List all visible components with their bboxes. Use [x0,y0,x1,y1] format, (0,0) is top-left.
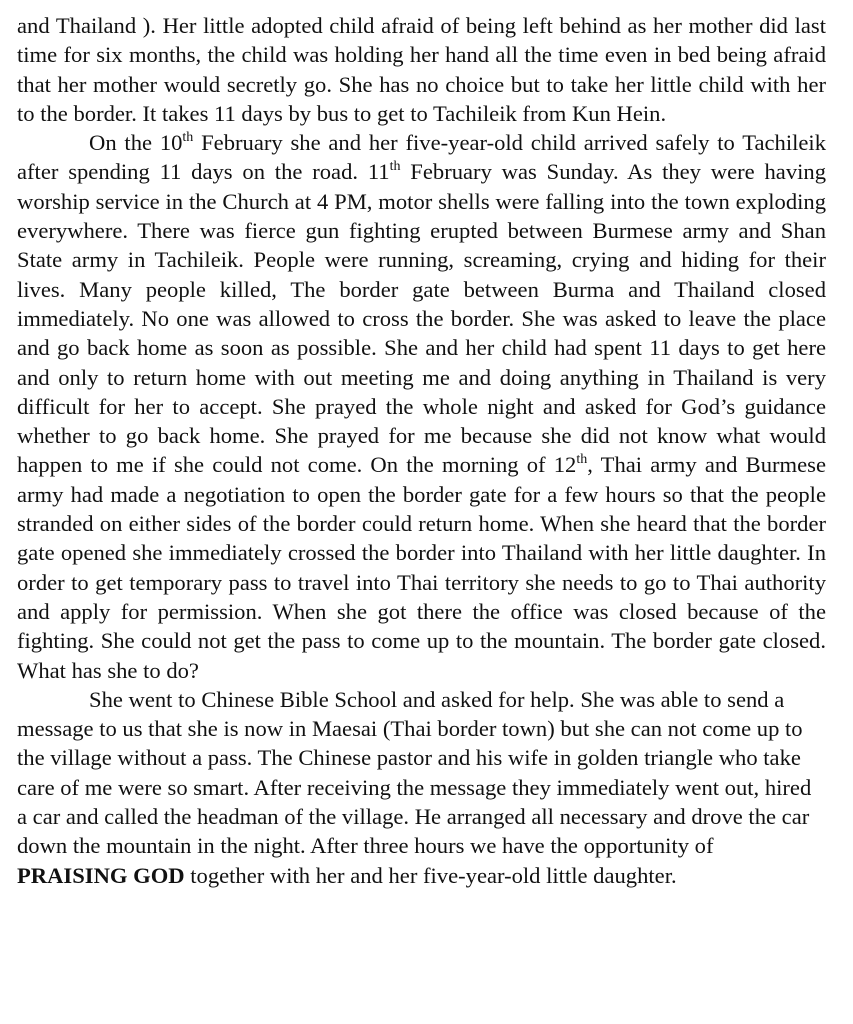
paragraph-2-text-a: On the 10 [89,130,183,156]
ordinal-suffix: th [576,452,588,468]
paragraph-3 [17,685,826,890]
paragraph-2-text-c: February was Sunday. As they were having worship service in the Church at 4 PM, motor shells were falling into the town exploding everywhere. There was fierce gun fighting erupted between Burmese army and Shan State army in Tachileik. People were running, screaming, crying and hiding for their lives. Many people killed, The border gate between Burma and Thailand closed immediately. No one was allowed to cross the border. She was asked to leave the place and go back home as soon as possible. She and her child had spent 11 days to get here and only to return home with out meeting me and doing anything in Thailand is very difficult for her to accept. She prayed the whole night and asked for God’s guidance whether to go back home. She prayed for me because she did not know what would happen to me if she could not come. On the morning of 12 [17,159,826,478]
paragraph-2-text-d: , Thai army and Burmese army had made a negotiation to open the border gate for a few hours so that the people stranded on either sides of the border could return home. When she heard that the border gate opened she immediately crossed the border into Thailand with her little daughter. In order to get temporary pass to travel into Thai territory she needs to go to Thai authority and apply for permission. When she got there the office was closed because of the fighting. She could not get the pass to come up to the mountain. The border gate closed. What has she to do? [17,452,826,683]
paragraph-1-text: and Thailand ). Her little adopted child afraid of being left behind as her mother did last time for six months, the child was holding her hand all the time even in bed being afraid that her mother would secretly go. She has no choice but to take her little child with her to the border. It takes 11 days by bus to get to Tachileik from Kun Hein. [17,13,826,126]
document-page [17,11,826,890]
paragraph-3-text-a: She went to Chinese Bible School and asked for help. She was able to send a message to us that she is now in Maesai (Thai border town) but she can not come up to the village without a pass. The Chinese pastor and his wife in golden triangle who take care of me were so smart. After receiving the message they immediately went out, hired a car and called the headman of the village. He arranged all necessary and drove the car down the mountain in the night. After three hours we have the opportunity of [17,686,812,859]
ordinal-suffix: th [389,159,401,175]
emphasis-praising-god: PRAISING GOD [17,862,185,888]
paragraph-3-text-b: together with her and her five-year-old little daughter. [184,862,677,888]
paragraph-1 [17,11,826,128]
paragraph-2-text-b: February she and her five-year-old child arrived safely to Tachileik after spending 11 days on the road. 11 [17,130,826,185]
paragraph-2 [17,128,826,685]
ordinal-suffix: th [182,130,194,146]
